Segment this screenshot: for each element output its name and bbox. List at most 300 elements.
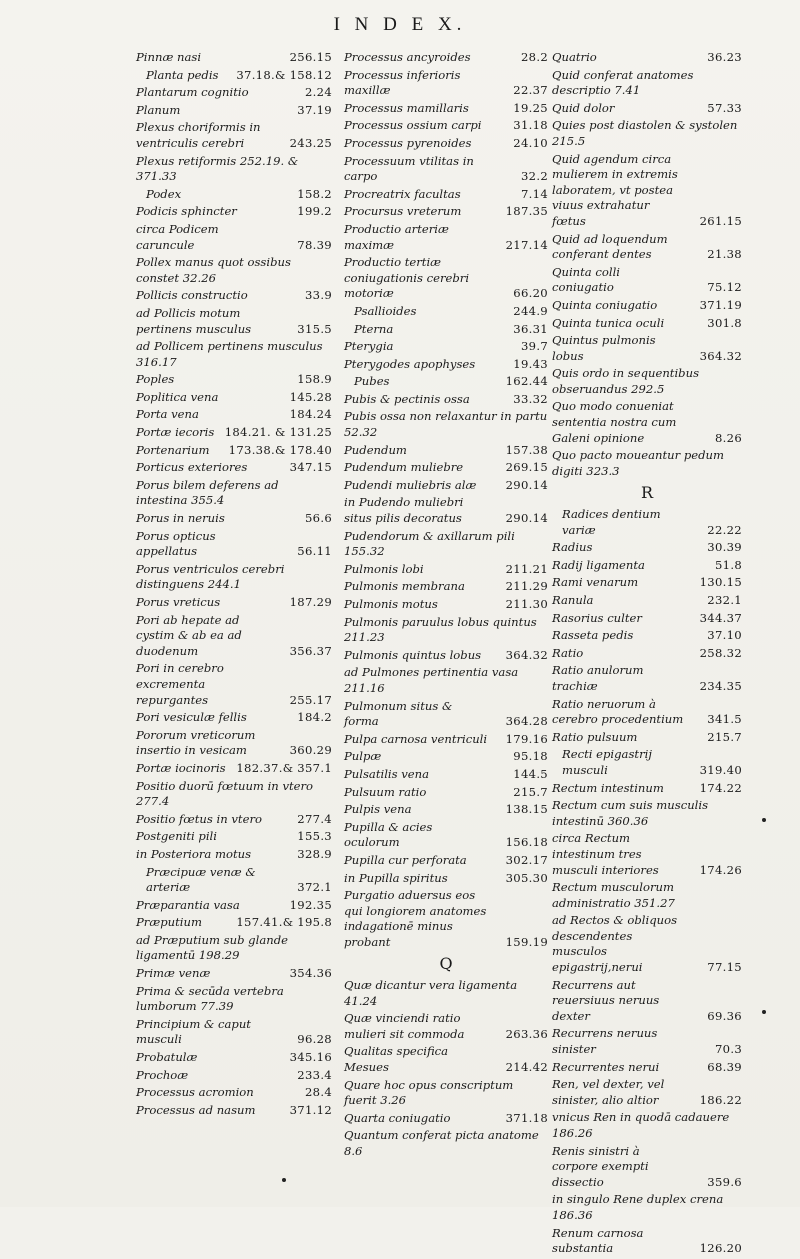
entry-page-ref: 211.21 xyxy=(505,561,548,576)
entry-page-ref: 258.32 xyxy=(699,645,742,660)
entry-page-ref: 8.26 xyxy=(714,430,742,445)
entry-term: Porus opticus appellatus xyxy=(136,528,220,559)
index-entry xyxy=(552,730,742,746)
entry-term: Processus ad nasum xyxy=(136,1102,256,1117)
index-entry xyxy=(344,339,548,355)
index-entry xyxy=(136,1085,332,1101)
index-entry xyxy=(344,749,548,765)
page-header: I N D E X. xyxy=(333,14,467,35)
index-entry xyxy=(136,966,332,982)
index-entry xyxy=(552,1026,742,1057)
entry-page-ref: 199.2 xyxy=(297,204,332,219)
entry-term: in singulo Rene duplex crena 186.36 xyxy=(552,1192,727,1222)
entry-term: Pubes xyxy=(354,374,390,389)
index-entry xyxy=(344,1044,548,1075)
index-entry xyxy=(344,615,548,646)
index-entry xyxy=(136,154,332,185)
entry-term: Pubis & pectinis ossa xyxy=(344,391,470,406)
entry-term: Processus acromion xyxy=(136,1085,254,1100)
entry-term: Recurrentes nerui xyxy=(552,1059,660,1074)
index-entry xyxy=(552,366,742,397)
entry-term: Præcipuæ venæ & arteriæ xyxy=(146,864,260,895)
index-entry xyxy=(136,933,332,964)
entry-term: Porus in neruis xyxy=(136,511,225,526)
index-entry xyxy=(136,460,332,476)
index-entry xyxy=(344,136,548,152)
entry-page-ref: 69.36 xyxy=(707,1008,742,1023)
index-entry xyxy=(552,978,742,1025)
entry-term: in Posteriora motus xyxy=(136,846,252,861)
entry-page-ref: 215.7 xyxy=(707,729,742,744)
index-entry xyxy=(552,540,742,556)
entry-term: Positio fœtus in vtero xyxy=(136,811,262,826)
entry-page-ref: 372.1 xyxy=(297,880,332,895)
index-entry xyxy=(552,747,742,778)
entry-term: Podicis sphincter xyxy=(136,204,237,219)
entry-page-ref: 174.22 xyxy=(699,780,742,795)
entry-page-ref: 145.28 xyxy=(289,389,332,404)
index-entry xyxy=(344,802,548,818)
entry-term: Pori ab hepate ad cystim & ab ea ad duodenum xyxy=(136,612,246,658)
index-entry xyxy=(552,152,742,230)
index-entry xyxy=(136,187,332,203)
entry-term: Ratio anulorum trachiæ xyxy=(552,663,648,693)
index-entry xyxy=(552,1226,742,1257)
entry-page-ref: 243.25 xyxy=(289,135,332,150)
entry-page-ref: 30.39 xyxy=(707,540,742,555)
entry-term: Ren, vel dexter, vel sinister, alio altior xyxy=(552,1077,669,1107)
index-entry xyxy=(552,1144,742,1191)
entry-page-ref: 211.30 xyxy=(505,597,548,611)
entry-page-ref: 364.28 xyxy=(505,714,548,729)
entry-page-ref: 344.37 xyxy=(699,610,742,625)
entry-term: Recti epigastrij musculi xyxy=(562,747,656,777)
entry-term: Quid dolor xyxy=(552,100,615,115)
entry-term: Quis ordo in sequentibus obseruandus 292.5 xyxy=(552,366,703,396)
entry-term: Radices dentium variæ xyxy=(562,507,665,537)
entry-term: Ratio pulsuum xyxy=(552,729,638,744)
entry-term: Quatrio xyxy=(552,50,597,64)
index-entry xyxy=(136,103,332,119)
entry-term: ad Pulmones pertinentia vasa 211.16 xyxy=(344,665,522,695)
entry-page-ref: 371.19 xyxy=(699,297,742,312)
entry-term: Pori vesiculæ fellis xyxy=(136,710,247,725)
entry-page-ref: 360.29 xyxy=(289,743,332,758)
index-entry xyxy=(552,558,742,574)
index-entry xyxy=(136,1017,332,1048)
index-entry xyxy=(552,50,742,66)
index-entry xyxy=(344,888,548,950)
index-entry xyxy=(344,50,548,66)
entry-term: Productio tertiæ coniugationis cerebri motoriæ xyxy=(344,255,473,301)
entry-term: Plantarum cognitio xyxy=(136,85,249,100)
entry-page-ref: 211.29 xyxy=(505,579,548,594)
entry-term: Quies post diastolen & systolen 215.5 xyxy=(552,118,742,148)
index-entry xyxy=(344,392,548,408)
index-entry xyxy=(344,1111,548,1127)
entry-term: Porus ventriculos cerebri distinguens 244.1 xyxy=(136,561,289,592)
index-entry xyxy=(344,255,548,302)
index-entry xyxy=(136,85,332,101)
entry-term: Procursus vreterum xyxy=(344,204,462,219)
entry-page-ref: 36.31 xyxy=(513,321,548,336)
entry-page-ref: 187.29 xyxy=(289,595,332,609)
entry-page-ref: 156.18 xyxy=(505,835,548,850)
entry-page-ref: 19.25 xyxy=(513,100,548,115)
entry-term: Qualitas specifica Mesues xyxy=(344,1044,452,1075)
entry-term: Quantum conferat picta anatome 8.6 xyxy=(344,1128,543,1158)
entry-term: in Pudendo muliebri situs pilis decoratus xyxy=(344,495,468,526)
entry-page-ref: 157.41.& 195.8 xyxy=(236,915,332,930)
entry-term: Pudendum xyxy=(344,442,407,457)
index-entry xyxy=(344,495,548,526)
entry-term: ad Pollicis motum pertinens musculus xyxy=(136,305,252,336)
entry-page-ref: 158.2 xyxy=(297,186,332,201)
entry-page-ref: 174.26 xyxy=(699,862,742,877)
entry-page-ref: 75.12 xyxy=(707,280,742,295)
entry-term: Quinta tunica oculi xyxy=(552,315,665,330)
index-entry xyxy=(344,665,548,696)
index-entry xyxy=(344,443,548,459)
index-entry xyxy=(552,118,742,149)
entry-term: Rasorius culter xyxy=(552,610,642,625)
entry-term: Processus mamillaris xyxy=(344,100,469,115)
entry-page-ref: 305.30 xyxy=(505,870,548,885)
index-entry xyxy=(344,853,548,869)
entry-term: Pulpæ xyxy=(344,749,382,764)
entry-page-ref: 215.7 xyxy=(513,784,548,799)
entry-term: Præputium xyxy=(136,915,202,930)
index-entry xyxy=(344,154,548,185)
index-entry xyxy=(344,409,551,440)
entry-page-ref: 179.16 xyxy=(505,731,548,746)
index-entry xyxy=(136,204,332,220)
index-entry xyxy=(136,390,332,406)
entry-term: Quid ad loquendum conferant dentes xyxy=(552,231,672,262)
entry-page-ref: 78.39 xyxy=(297,237,332,252)
entry-page-ref: 138.15 xyxy=(505,802,548,817)
entry-page-ref: 192.35 xyxy=(289,897,332,912)
entry-page-ref: 96.28 xyxy=(297,1032,332,1047)
entry-term: vnicus Ren in quodā cadauere 186.26 xyxy=(552,1110,733,1140)
index-entry xyxy=(136,865,332,896)
entry-page-ref: 51.8 xyxy=(714,557,742,572)
index-entry xyxy=(344,304,548,320)
entry-term: ad Præputium sub glande ligamentū 198.29 xyxy=(136,932,292,963)
entry-term: circa Podicem caruncule xyxy=(136,221,223,252)
index-entry xyxy=(136,50,332,66)
entry-term: Processus inferioris maxillæ xyxy=(344,67,465,98)
entry-term: Pterna xyxy=(354,321,394,336)
entry-term: Pollex manus quot ossibus constet 32.26 xyxy=(136,255,295,285)
entry-page-ref: 66.20 xyxy=(513,286,548,301)
entry-page-ref: 301.8 xyxy=(707,315,742,330)
index-entry xyxy=(136,728,332,759)
index-entry xyxy=(136,779,332,810)
entry-term: Rasseta pedis xyxy=(552,628,634,643)
index-entry xyxy=(552,880,742,911)
entry-term: ad Rectos & obliquos descendentes musculos epigastrij,nerui xyxy=(552,913,681,975)
entry-page-ref: 126.20 xyxy=(699,1241,742,1256)
index-entry xyxy=(136,68,332,84)
entry-page-ref: 217.14 xyxy=(505,237,548,252)
entry-page-ref: 184.24 xyxy=(289,407,332,422)
margin-dot xyxy=(762,1010,766,1014)
index-entry xyxy=(552,333,742,364)
index-entry xyxy=(344,68,548,99)
entry-term: Renum carnosa substantia xyxy=(552,1225,648,1256)
index-entry xyxy=(344,785,548,801)
index-entry xyxy=(136,595,332,611)
entry-term: Recurrens aut reuersiuus neruus dexter xyxy=(552,977,663,1023)
entry-term: Porus bilem deferens ad intestina 355.4 xyxy=(136,477,283,508)
entry-page-ref: 68.39 xyxy=(707,1059,742,1074)
entry-term: Plexus retiformis 252.19. & 371.33 xyxy=(136,153,302,184)
entry-term: Pulmonum situs & forma xyxy=(344,698,456,729)
index-entry xyxy=(552,399,742,446)
entry-term: Rectum cum suis musculis intestinū 360.36 xyxy=(552,798,712,828)
index-entry xyxy=(552,646,742,662)
index-entry xyxy=(136,306,332,337)
entry-page-ref: 356.37 xyxy=(289,643,332,658)
index-entry xyxy=(552,697,742,728)
index-column-3 xyxy=(552,50,742,1259)
entry-term: Rectum musculorum administratio 351.27 xyxy=(552,880,678,910)
index-entry xyxy=(552,1192,742,1223)
entry-term: Pulmonis membrana xyxy=(344,579,465,594)
entry-page-ref: 37.18.& 158.12 xyxy=(236,67,332,82)
entry-term: Processuum vtilitas in carpo xyxy=(344,153,478,184)
entry-page-ref: 36.23 xyxy=(707,50,742,64)
entry-page-ref: 21.38 xyxy=(707,247,742,262)
entry-term: Processus ossium carpi xyxy=(344,118,482,133)
entry-page-ref: 371.12 xyxy=(289,1102,332,1117)
entry-page-ref: 347.15 xyxy=(289,460,332,475)
entry-term: Purgatio aduersus eos qui longiorem anatomes indagationē minus probant xyxy=(344,888,491,949)
entry-term: Pulmonis motus xyxy=(344,597,438,611)
entry-term: Renis sinistri à corpore exempti dissectio xyxy=(552,1143,653,1189)
index-entry xyxy=(344,118,548,134)
entry-term: Pudendum muliebre xyxy=(344,460,464,475)
entry-term: Principium & caput musculi xyxy=(136,1016,255,1047)
index-entry xyxy=(552,316,742,332)
index-entry xyxy=(552,1110,742,1141)
entry-page-ref: 232.1 xyxy=(707,593,742,607)
index-entry xyxy=(136,407,332,423)
index-entry xyxy=(552,575,742,591)
entry-term: ad Pollicem pertinens musculus 316.17 xyxy=(136,339,327,369)
entry-term: Planum xyxy=(136,102,181,117)
entry-term: Portæ iecoris xyxy=(136,425,215,440)
index-entry xyxy=(136,339,332,370)
index-entry xyxy=(136,511,332,527)
entry-term: Prima & secūda vertebra lumborum 77.39 xyxy=(136,983,288,1014)
index-entry xyxy=(136,1068,332,1084)
entry-term: Pudendi muliebris alæ xyxy=(344,477,477,492)
entry-term: Pulpis vena xyxy=(344,802,412,817)
entry-page-ref: 186.22 xyxy=(699,1092,742,1107)
entry-term: Pulpa carnosa ventriculi xyxy=(344,731,488,746)
entry-term: Positio duorū fœtuum in vtero 277.4 xyxy=(136,778,317,809)
entry-page-ref: 39.7 xyxy=(520,339,548,354)
entry-term: Portenarium xyxy=(136,442,210,457)
entry-page-ref: 158.9 xyxy=(297,372,332,387)
entry-term: Quid conferat anatomes descriptio 7.41 xyxy=(552,67,698,98)
entry-term: Procreatrix facultas xyxy=(344,186,461,201)
margin-dot xyxy=(282,1178,286,1182)
entry-term: circa Rectum intestinum tres musculi interiores xyxy=(552,831,659,877)
entry-page-ref: 359.6 xyxy=(707,1174,742,1189)
entry-page-ref: 130.15 xyxy=(699,575,742,590)
index-entry xyxy=(136,288,332,304)
entry-page-ref: 56.11 xyxy=(297,544,332,559)
index-entry xyxy=(552,798,742,829)
entry-term: Quid agendum circa mulierem in extremis laboratem, vt postea viuus extrahatur fœtus xyxy=(552,151,682,228)
entry-page-ref: 354.36 xyxy=(289,966,332,981)
index-entry xyxy=(344,204,548,220)
entry-page-ref: 261.15 xyxy=(699,213,742,228)
entry-page-ref: 57.33 xyxy=(707,100,742,115)
entry-page-ref: 173.38.& 178.40 xyxy=(228,442,332,457)
entry-page-ref: 28.4 xyxy=(304,1085,332,1100)
entry-page-ref: 77.15 xyxy=(707,960,742,975)
entry-term: Porticus exteriores xyxy=(136,460,248,475)
entry-term: Præparantia vasa xyxy=(136,897,240,912)
entry-term: Pulmonis lobi xyxy=(344,561,424,576)
index-entry xyxy=(552,1077,742,1108)
entry-term: Portæ iocinoris xyxy=(136,760,226,775)
entry-page-ref: 214.42 xyxy=(505,1060,548,1075)
entry-term: Quo modo conueniat sententia nostra cum Galeni opinione xyxy=(552,399,681,445)
index-entry xyxy=(136,372,332,388)
index-entry xyxy=(136,1050,332,1066)
entry-term: Radius xyxy=(552,540,593,555)
index-entry xyxy=(136,222,332,253)
entry-page-ref: 22.22 xyxy=(707,522,742,537)
entry-page-ref: 24.10 xyxy=(513,135,548,150)
index-entry xyxy=(344,187,548,203)
entry-page-ref: 345.16 xyxy=(289,1050,332,1065)
index-entry xyxy=(136,812,332,828)
entry-page-ref: 56.6 xyxy=(304,511,332,526)
entry-page-ref: 315.5 xyxy=(297,321,332,336)
index-entry xyxy=(552,101,742,117)
entry-page-ref: 19.43 xyxy=(513,356,548,371)
index-entry xyxy=(344,374,548,390)
index-entry xyxy=(136,613,332,660)
entry-page-ref: 157.38 xyxy=(505,442,548,457)
index-entry xyxy=(552,611,742,627)
index-entry xyxy=(344,820,548,851)
entry-page-ref: 302.17 xyxy=(505,852,548,867)
entry-term: Pubis ossa non relaxantur in partu 52.32 xyxy=(344,409,551,440)
entry-page-ref: 31.18 xyxy=(513,118,548,133)
index-entry xyxy=(344,767,548,783)
margin-dot xyxy=(762,818,766,822)
index-entry xyxy=(552,1060,742,1076)
entry-term: Quare hoc opus conscriptum fuerit 3.26 xyxy=(344,1077,517,1108)
index-entry xyxy=(136,915,332,931)
index-entry xyxy=(136,443,332,459)
entry-term: Quinta coniugatio xyxy=(552,297,658,312)
entry-page-ref: 7.14 xyxy=(520,186,548,201)
index-entry xyxy=(136,898,332,914)
index-entry xyxy=(136,761,332,777)
entry-term: Psallioides xyxy=(354,303,417,318)
entry-page-ref: 364.32 xyxy=(699,348,742,363)
entry-page-ref: 234.35 xyxy=(699,678,742,693)
entry-page-ref: 159.19 xyxy=(505,934,548,949)
index-entry xyxy=(552,68,742,99)
index-entry xyxy=(136,661,332,708)
entry-term: Pudendorum & axillarum pili 155.32 xyxy=(344,528,519,559)
index-entry xyxy=(344,579,548,595)
section-letter: Q xyxy=(439,954,453,974)
entry-term: Quintus pulmonis lobus xyxy=(552,333,660,363)
entry-term: Plexus choriformis in ventriculis cerebri xyxy=(136,120,265,150)
index-entry xyxy=(136,710,332,726)
entry-page-ref: 37.10 xyxy=(707,628,742,643)
index-entry xyxy=(136,562,332,593)
index-entry xyxy=(136,829,332,845)
index-entry xyxy=(552,781,742,797)
entry-page-ref: 341.5 xyxy=(707,712,742,727)
entry-term: Porta vena xyxy=(136,407,199,422)
entry-page-ref: 155.3 xyxy=(297,829,332,844)
entry-page-ref: 70.3 xyxy=(714,1042,742,1057)
index-entry xyxy=(136,478,332,509)
index-entry xyxy=(344,648,548,664)
index-entry xyxy=(552,913,742,975)
entry-term: Rami venarum xyxy=(552,575,639,590)
index-entry xyxy=(552,507,742,538)
entry-term: Quo pacto moueantur pedum digiti 323.3 xyxy=(552,448,728,478)
entry-page-ref: 182.37.& 357.1 xyxy=(236,760,332,775)
entry-term: Podex xyxy=(146,186,182,201)
entry-term: Prochoæ xyxy=(136,1067,189,1082)
index-entry xyxy=(344,1128,548,1159)
entry-term: Pulsatilis vena xyxy=(344,766,430,781)
entry-page-ref: 290.14 xyxy=(505,477,548,492)
index-entry xyxy=(552,663,742,694)
entry-term: Porus vreticus xyxy=(136,595,221,609)
entry-page-ref: 144.5 xyxy=(513,766,548,781)
index-entry xyxy=(552,448,742,479)
index-entry xyxy=(344,460,548,476)
entry-term: Quarta coniugatio xyxy=(344,1110,451,1125)
entry-page-ref: 162.44 xyxy=(505,374,548,389)
entry-term: Ratio neruorum à cerebro procedentium xyxy=(552,696,684,727)
entry-page-ref: 263.36 xyxy=(505,1026,548,1041)
entry-term: Planta pedis xyxy=(146,67,219,82)
entry-term: Pollicis constructio xyxy=(136,288,248,303)
index-entry xyxy=(136,255,332,286)
entry-term: Recurrens neruus sinister xyxy=(552,1026,662,1057)
index-entry xyxy=(344,357,548,373)
index-entry xyxy=(344,529,548,560)
index-entry xyxy=(344,222,548,253)
entry-term: Pororum vreticorum insertio in vesicam xyxy=(136,727,260,758)
index-entry xyxy=(344,1011,548,1042)
entry-page-ref: 184.2 xyxy=(297,710,332,725)
entry-page-ref: 319.40 xyxy=(699,762,742,777)
entry-term: Radij ligamenta xyxy=(552,557,645,572)
index-entry xyxy=(344,732,548,748)
entry-term: Pterygodes apophyses xyxy=(344,356,476,371)
index-entry xyxy=(136,847,332,863)
entry-term: Pinnæ nasi xyxy=(136,50,202,64)
index-entry xyxy=(552,831,742,878)
